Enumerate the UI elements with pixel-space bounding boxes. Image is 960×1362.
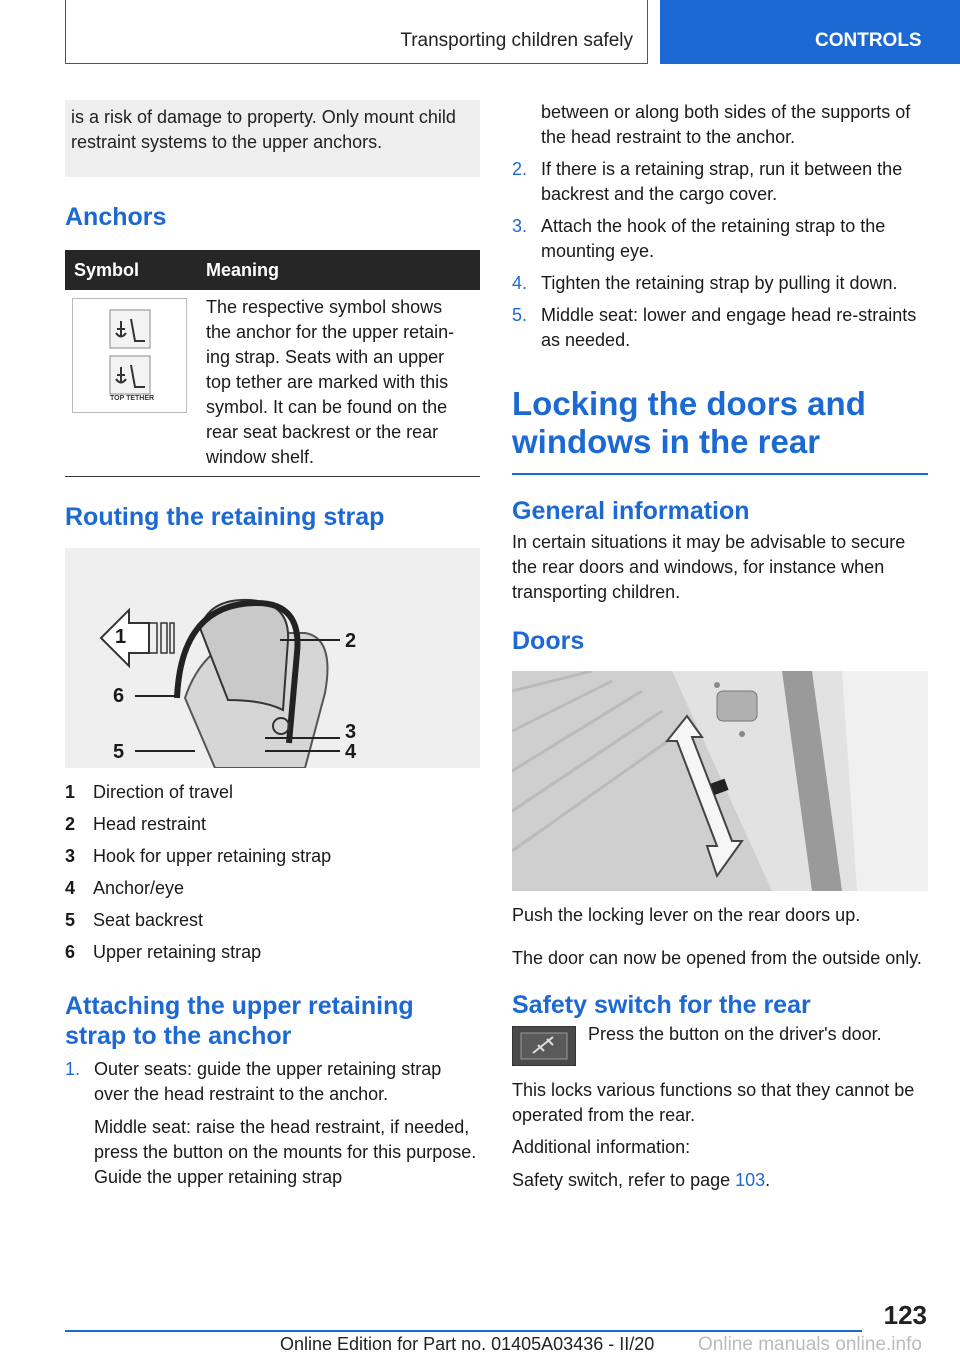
callout-5: 5 — [113, 741, 125, 763]
reference-line: Safety switch, refer to page 103. — [512, 1170, 771, 1190]
locks-text: This locks various functions so that they cannot be operated from the rear. — [512, 1080, 915, 1125]
additional-info: Additional information: — [512, 1137, 691, 1157]
push-text: Push the locking lever on the rear doors up. — [512, 905, 861, 925]
safety-heading: Safety switch for the rear — [512, 991, 811, 1019]
list-item: 5 Seat backrest — [65, 910, 204, 930]
figure-legend — [65, 782, 480, 974]
list-item: 4 Anchor/eye — [65, 878, 185, 898]
table-row — [65, 290, 480, 477]
list-item: 2. If there is a retaining strap, run it between the backrest and the cargo cover. — [512, 159, 903, 204]
list-item: 5. Middle seat: lower and engage head re-straints as needed. — [512, 305, 917, 350]
general-text: In certain situations it may be advisable to secure the rear doors and windows, for instance when transporting children. — [512, 532, 906, 602]
footer-rule — [65, 1330, 862, 1332]
attach-steps — [65, 1057, 480, 1190]
page-link[interactable]: 103 — [735, 1170, 766, 1190]
heading-rule — [512, 473, 928, 475]
list-item: 6 Upper retaining strap — [65, 942, 262, 962]
callout-1: 1 — [115, 626, 127, 648]
table-header-symbol: Symbol — [65, 250, 198, 290]
note-box — [65, 100, 480, 177]
list-item: 4. Tighten the retaining strap by pulling it down. — [512, 273, 898, 293]
list-item: 1. Outer seats: guide the upper retaining strap over the head restraint to the anchor. — [65, 1059, 442, 1104]
top-tether-symbol-icon — [72, 298, 187, 413]
attach-steps-continued — [512, 100, 928, 353]
footer-edition: Online Edition for Part no. 01405A03436 - II/20 — [280, 1334, 655, 1354]
footer-watermark: Online manuals online.info — [698, 1334, 922, 1355]
header-chapter-title: CONTROLS — [815, 30, 922, 51]
safety-switch-icon — [512, 1026, 576, 1066]
routing-figure — [65, 548, 480, 768]
list-item: 3 Hook for upper retaining strap — [65, 846, 332, 866]
table-meaning-text: The respective symbol shows the anchor for the upper retain-ing strap. Seats with an upper top tether are marked with this symbol. It can be found on the rear seat backrest or the rear window shelf. — [198, 290, 480, 477]
left-column — [65, 100, 480, 1190]
general-heading: General information — [512, 497, 750, 525]
callout-4: 4 — [345, 741, 357, 763]
step1-cont: between or along both sides of the supports of the head restraint to the anchor. — [541, 102, 911, 147]
doors-heading: Doors — [512, 627, 585, 655]
anchors-heading: Anchors — [65, 203, 167, 231]
press-text: Press the button on the driver's door. — [588, 1024, 882, 1044]
locking-heading: Locking the doors and windows in the rear — [512, 385, 866, 460]
routing-heading: Routing the retaining strap — [65, 503, 385, 531]
header-section-tab — [65, 0, 648, 64]
header-chapter-tab[interactable] — [660, 0, 960, 64]
page-number: 123 — [883, 1300, 927, 1330]
right-column — [512, 100, 928, 1193]
symbol-table — [65, 250, 480, 477]
callout-3: 3 — [345, 721, 357, 743]
safety-switch-row — [512, 1026, 928, 1066]
attach-heading: Attaching the upper retaining strap to the anchor — [65, 992, 414, 1050]
note-text: is a risk of damage to property. Only mount child restraint systems to the upper anchors. — [71, 107, 456, 152]
top-tether-label: TOP TETHER — [110, 395, 155, 402]
table-header-meaning: Meaning — [198, 250, 480, 290]
callout-2: 2 — [345, 630, 357, 652]
step1-continued: Middle seat: raise the head restraint, if needed, press the button on the mounts for this purpose. Guide the upper retaining strap — [94, 1117, 477, 1187]
door-figure — [512, 671, 928, 891]
list-item: 3. Attach the hook of the retaining strap to the mounting eye. — [512, 216, 886, 261]
list-item: 2 Head restraint — [65, 814, 207, 834]
door-text: The door can now be opened from the outside only. — [512, 948, 922, 968]
list-item: 1 Direction of travel — [65, 782, 234, 802]
header-section-title: Transporting children safely — [400, 30, 633, 51]
callout-6: 6 — [113, 685, 125, 707]
